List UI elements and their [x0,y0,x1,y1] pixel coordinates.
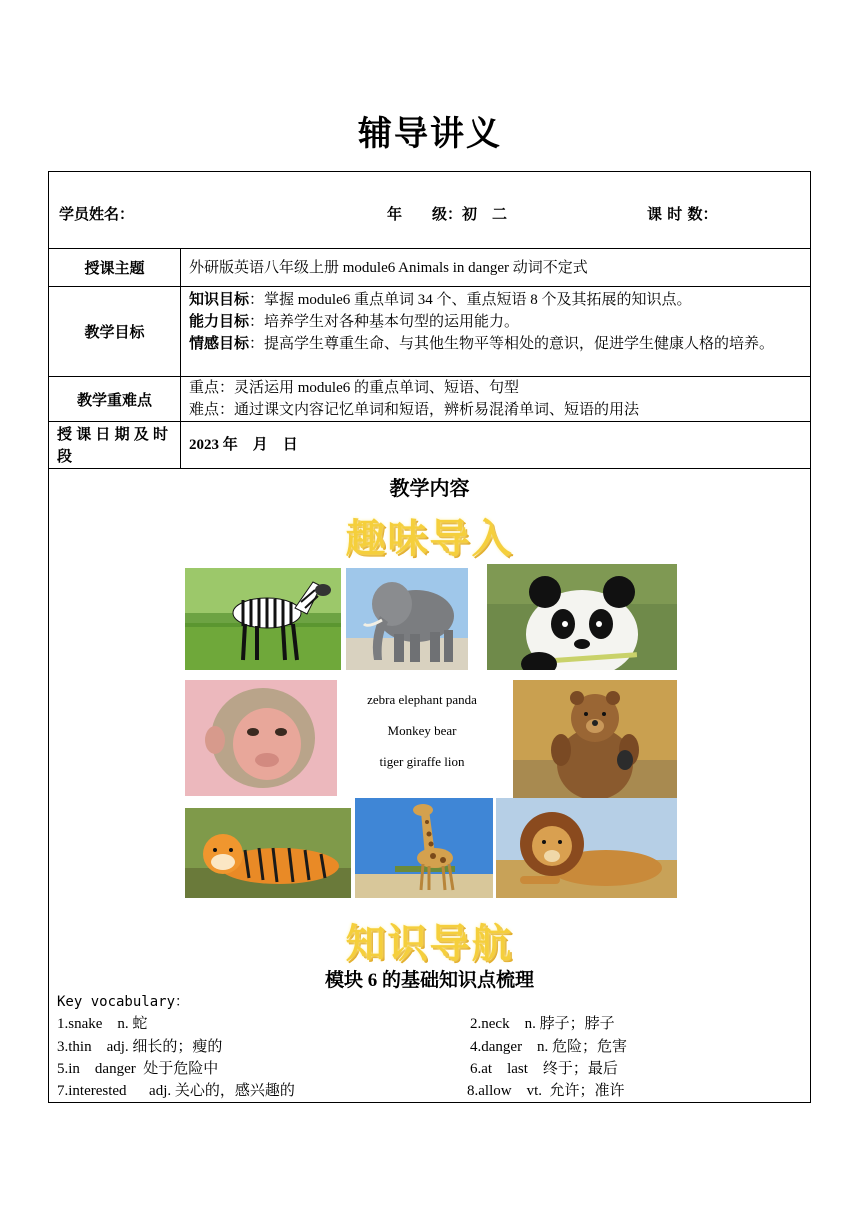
ability-goal-head: 能力目标 [189,314,250,330]
tiger-image [185,808,351,898]
topic-row [49,249,810,287]
key-points-row [49,377,810,422]
page-title: 辅导讲义 [358,116,502,153]
vocab-item: 5.in danger 处于危险中 [57,1061,219,1077]
date-row [49,422,810,469]
animal-words-line-3: tiger giraffe lion [379,754,465,769]
hours-label: 课 时 数： [647,205,718,223]
lesson-table [48,171,811,1103]
giraffe-image [355,798,493,898]
panda-image [487,564,677,670]
elephant-image [346,568,468,670]
vocab-item: 8.allow vt. 允许；准许 [467,1083,625,1099]
vocab-item: 2.neck n. 脖子；脖子 [470,1016,615,1032]
animal-words-line-1: zebra elephant panda [367,692,477,707]
knowledge-goal-head: 知识目标 [189,292,250,308]
emotion-goal-head: 情感目标 [189,336,250,352]
key-point-focus: 重点：灵活运用 module6 的重点单词、短语、句型 [189,380,519,396]
topic-value: 外研版英语八年级上册 module6 Animals in danger 动词不定式 [189,259,588,276]
zebra-image [185,568,341,670]
fun-intro-banner: 趣味导入 [345,516,514,562]
key-point-difficulty: 难点：通过课文内容记忆单词和短语，辨析易混淆单词、短语的用法 [189,402,640,418]
animal-words-line-2: Monkey bear [387,723,457,738]
lion-image [496,798,677,898]
topic-label: 授课主题 [49,249,181,286]
grade-label: 年 级：初 二 [387,205,508,223]
key-points-label: 教学重难点 [49,377,181,421]
student-info-row [49,172,810,249]
content-heading: 教学内容 [389,478,470,500]
key-points-value [189,377,804,421]
emotion-goal-text: ：提高学生尊重生命、与其他生物平等相处的意识，促进学生健康人格的培养。 [249,336,775,352]
vocab-item: 6.at last 终于；最后 [470,1061,618,1077]
goals-row [49,287,810,377]
monkey-image [185,680,337,796]
ability-goal-text: ：培养学生对各种基本句型的运用能力。 [249,314,520,330]
vocab-item: 7.interested adj. 关心的，感兴趣的 [57,1083,295,1099]
module-summary-heading: 模块 6 的基础知识点梳理 [324,970,534,991]
date-label: 授课日期及时段 [49,422,181,468]
knowledge-goal-text: ：掌握 module6 重点单词 34 个、重点短语 8 个及其拓展的知识点。 [249,292,692,308]
goals-value [189,287,804,376]
vocab-item: 1.snake n. 蛇 [57,1016,148,1032]
vocab-item: 4.danger n. 危险；危害 [470,1039,628,1055]
goals-label: 教学目标 [49,287,181,376]
key-vocabulary-label: Key vocabulary： [57,994,190,1010]
date-value: 2023 年 月 日 [189,437,298,453]
student-name-label: 学员姓名： [59,205,135,223]
knowledge-nav-banner: 知识导航 [345,921,514,967]
vocab-item: 3.thin adj. 细长的；瘦的 [57,1039,223,1055]
bear-image [513,680,677,798]
animal-word-list [347,684,497,777]
